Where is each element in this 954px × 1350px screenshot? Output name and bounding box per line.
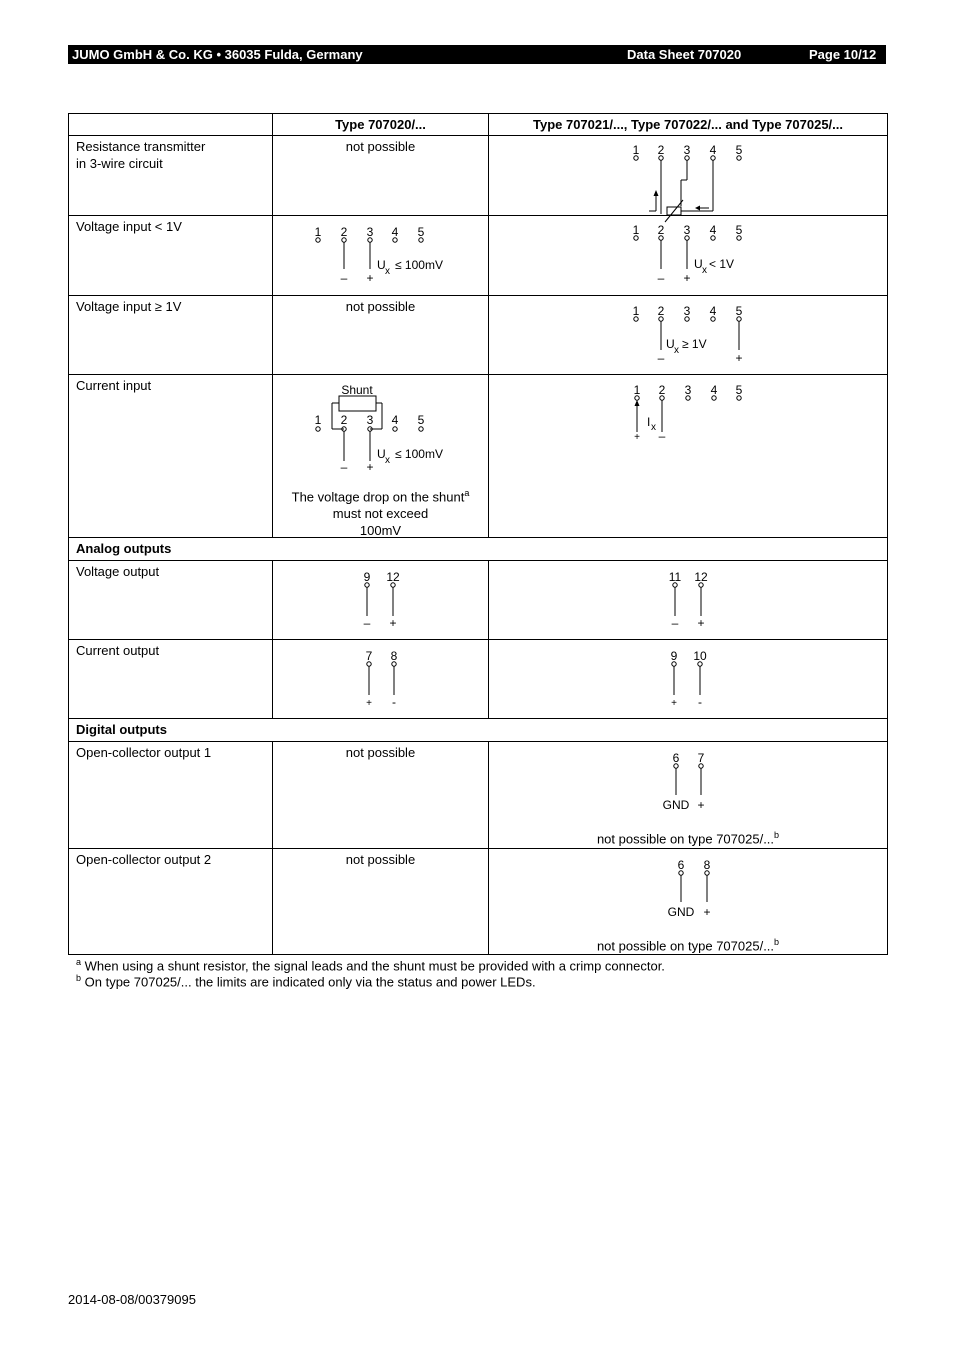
plus-label: + — [697, 616, 705, 630]
ix-subscript: x — [651, 422, 656, 433]
table-row — [69, 849, 888, 955]
terminal-2-label: 2 — [657, 304, 665, 318]
minus-label: – — [657, 271, 665, 285]
page-header — [68, 45, 886, 64]
terminal-5-label: 5 — [735, 143, 743, 157]
terminal-2-label: 2 — [658, 383, 666, 397]
diagram-cell — [273, 640, 489, 719]
row-label: Open-collector output 2 — [69, 849, 273, 955]
document-title: Data Sheet 707020 — [627, 47, 742, 62]
voltage-input-mv-diagram — [273, 216, 489, 296]
terminal-4-label: 4 — [709, 143, 717, 157]
table-row — [69, 216, 888, 296]
terminal-2-label: 2 — [340, 413, 348, 427]
plus-label: + — [703, 905, 711, 919]
ux-label: U — [666, 337, 675, 351]
terminal-8-label: 8 — [390, 649, 398, 663]
plus-label: + — [389, 616, 397, 630]
terminal-5-label: 5 — [735, 304, 743, 318]
terminal-3-label: 3 — [366, 225, 374, 239]
plus-label: + — [697, 798, 705, 812]
terminal-4-label: 4 — [709, 223, 717, 237]
gnd-label: GND — [662, 798, 690, 812]
terminal-11-label: 11 — [668, 570, 682, 584]
page-number: Page 10/12 — [809, 47, 877, 62]
terminal-7-label: 7 — [365, 649, 373, 663]
plus-label: + — [366, 271, 374, 285]
diagram-cell — [489, 216, 888, 296]
connection-table — [68, 113, 888, 955]
plus-label: + — [735, 351, 743, 365]
type-restriction-note: not possible on type 707025/...$^b$ — [596, 937, 780, 954]
minus-label: – — [340, 460, 348, 474]
terminal-10-label: 10 — [693, 649, 707, 663]
ux-label: U — [377, 447, 386, 461]
terminal-4-label: 4 — [391, 225, 399, 239]
plus-label: + — [671, 698, 677, 709]
terminal-1-label: 1 — [314, 413, 322, 427]
dash-label: - — [698, 695, 702, 709]
terminal-2-label: 2 — [657, 143, 665, 157]
row-label: Voltage output — [69, 561, 273, 640]
diagram-cell — [489, 742, 888, 849]
terminal-9-label: 9 — [670, 649, 678, 663]
minus-label: – — [363, 616, 371, 630]
cell-not-possible: not possible — [273, 136, 489, 216]
terminal-2-label: 2 — [340, 225, 348, 239]
diagram-cell — [489, 375, 888, 538]
minus-label: – — [671, 616, 679, 630]
minus-label: – — [340, 271, 348, 285]
terminal-3-label: 3 — [683, 223, 691, 237]
gnd-label: GND — [667, 905, 695, 919]
cell-not-possible: not possible — [273, 849, 489, 955]
diagram-cell — [489, 561, 888, 640]
cell-not-possible: not possible — [273, 742, 489, 849]
voltage-input-low-diagram — [489, 216, 888, 296]
row-label: Voltage input < 1V — [69, 216, 273, 296]
voltage-output-diagram — [489, 561, 888, 640]
terminal-12-label: 12 — [386, 570, 400, 584]
row-label: Voltage input ≥ 1V — [69, 296, 273, 375]
terminal-5-label: 5 — [417, 225, 425, 239]
plus-label: + — [366, 460, 374, 474]
terminal-1-label: 1 — [314, 225, 322, 239]
row-label: Open-collector output 1 — [69, 742, 273, 849]
column-header: Type 707020/... — [273, 114, 489, 136]
terminal-6-label: 6 — [677, 858, 685, 872]
voltage-output-diagram — [273, 561, 489, 640]
row-label: Current input — [69, 375, 273, 538]
terminal-1-label: 1 — [632, 304, 640, 318]
ux-label: U — [694, 257, 703, 271]
current-input-diagram — [489, 375, 888, 538]
footnote-b: $^b$ On type 707025/... the limits are indicated only via the status and power LEDs. — [76, 973, 536, 990]
minus-label: – — [657, 351, 665, 365]
terminal-12-label: 12 — [694, 570, 708, 584]
terminal-5-label: 5 — [417, 413, 425, 427]
terminal-3-label: 3 — [366, 413, 374, 427]
plus-label: + — [634, 432, 640, 443]
ux-subscript: x — [385, 266, 390, 277]
ix-label: I — [647, 415, 651, 429]
terminal-4-label: 4 — [709, 304, 717, 318]
table-header-row — [69, 114, 888, 136]
table-row — [69, 136, 888, 216]
diagram-cell — [273, 375, 489, 538]
table-row — [69, 640, 888, 719]
diagram-cell — [489, 136, 888, 216]
section-row — [69, 719, 888, 742]
table-row — [69, 742, 888, 849]
terminal-3-label: 3 — [684, 383, 692, 397]
diagram-cell — [273, 216, 489, 296]
table-row — [69, 561, 888, 640]
column-header: Type 707021/..., Type 707022/... and Type 707025/... — [489, 114, 888, 136]
terminal-2-label: 2 — [657, 223, 665, 237]
row-label: Resistance transmitter in 3-wire circuit — [69, 136, 273, 216]
current-output-diagram — [489, 640, 888, 719]
section-title: Digital outputs — [69, 719, 888, 742]
terminal-1-label: 1 — [632, 143, 640, 157]
ux-label: U — [377, 258, 386, 272]
dash-label: - — [392, 695, 396, 709]
ux-subscript: x — [385, 455, 390, 466]
voltage-limit: < 1V — [709, 257, 735, 271]
shunt-label: Shunt — [341, 383, 373, 397]
plus-label: + — [366, 698, 372, 709]
ux-subscript: x — [674, 345, 679, 356]
type-restriction-note: not possible on type 707025/...$^b$ — [596, 830, 780, 847]
row-label: Current output — [69, 640, 273, 719]
terminal-8-label: 8 — [703, 858, 711, 872]
footnote-a: $^a$ When using a shunt resistor, the signal leads and the shunt must be provided with a crimp connector. — [76, 957, 665, 974]
terminal-4-label: 4 — [391, 413, 399, 427]
diagram-cell — [489, 849, 888, 955]
voltage-limit: ≤ 100mV — [395, 447, 443, 461]
shunt-note: The voltage drop on the shunt$^a$ must not exceed 100mV — [291, 488, 470, 539]
terminal-3-label: 3 — [683, 143, 691, 157]
terminal-6-label: 6 — [672, 751, 680, 765]
rtd-3wire-diagram — [489, 136, 888, 216]
current-output-diagram — [273, 640, 489, 719]
diagram-cell — [489, 640, 888, 719]
plus-label: + — [683, 271, 691, 285]
table-row — [69, 296, 888, 375]
voltage-input-high-diagram — [489, 296, 888, 375]
terminal-7-label: 7 — [697, 751, 705, 765]
terminal-9-label: 9 — [363, 570, 371, 584]
voltage-limit: ≥ 1V — [682, 337, 707, 351]
company-name: JUMO GmbH & Co. KG • 36035 Fulda, Germany — [72, 47, 363, 62]
ux-subscript: x — [702, 265, 707, 276]
voltage-limit: ≤ 100mV — [395, 258, 443, 272]
cell-not-possible: not possible — [273, 296, 489, 375]
table-row — [69, 375, 888, 538]
terminal-5-label: 5 — [735, 383, 743, 397]
diagram-cell — [273, 561, 489, 640]
terminal-4-label: 4 — [710, 383, 718, 397]
section-row — [69, 538, 888, 561]
terminal-3-label: 3 — [683, 304, 691, 318]
terminal-1-label: 1 — [632, 223, 640, 237]
terminal-5-label: 5 — [735, 223, 743, 237]
document-id: 2014-08-08/00379095 — [68, 1292, 196, 1307]
section-title: Analog outputs — [69, 538, 888, 561]
diagram-cell — [489, 296, 888, 375]
terminal-1-label: 1 — [633, 383, 641, 397]
minus-label: – — [658, 429, 666, 443]
